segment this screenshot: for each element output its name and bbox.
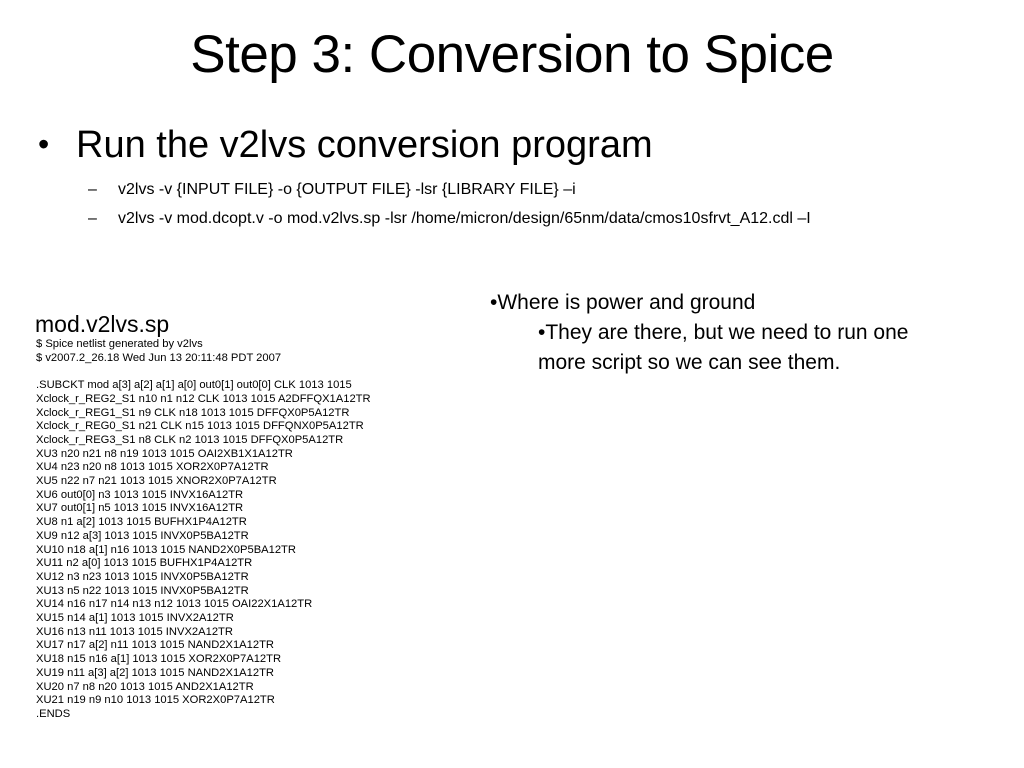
power-ground-question: •Where is power and ground <box>490 291 756 314</box>
netlist-line: .SUBCKT mod a[3] a[2] a[1] a[0] out0[1] out0[0] CLK 1013 1015 <box>36 379 352 392</box>
netlist-line: Xclock_r_REG3_S1 n8 CLK n2 1013 1015 DFFQX0P5A12TR <box>36 433 344 446</box>
sub-bullet <box>88 204 811 233</box>
netlist-line: XU5 n22 n7 n21 1013 1015 XNOR2X0P7A12TR <box>36 475 277 488</box>
main-bullet <box>38 118 653 171</box>
slide-title: Step 3: Conversion to Spice <box>190 25 834 84</box>
power-ground-answer-line: •They are there, but we need to run one <box>538 321 909 344</box>
netlist-line: XU13 n5 n22 1013 1015 INVX0P5BA12TR <box>36 584 249 597</box>
netlist-line: XU12 n3 n23 1013 1015 INVX0P5BA12TR <box>36 570 249 583</box>
netlist-line: XU21 n19 n9 n10 1013 1015 XOR2X0P7A12TR <box>36 694 275 707</box>
sub-bullet-list <box>88 175 811 233</box>
netlist-line: XU14 n16 n17 n14 n13 n12 1013 1015 OAI22X1A12TR <box>36 598 313 611</box>
netlist-title: mod.v2lvs.sp <box>35 311 170 337</box>
netlist-line: XU4 n23 n20 n8 1013 1015 XOR2X0P7A12TR <box>36 461 269 474</box>
netlist-line: XU19 n11 a[3] a[2] 1013 1015 NAND2X1A12TR <box>36 666 274 679</box>
sub-bullet-text: v2lvs -v mod.dcopt.v -o mod.v2lvs.sp -lsr /home/micron/design/65nm/data/cmos10sfrvt_A12.cdl –I <box>118 210 811 227</box>
netlist-line: XU3 n20 n21 n8 n19 1013 1015 OAI2XB1X1A12TR <box>36 447 293 460</box>
dash-icon: – <box>88 181 97 198</box>
netlist-line: Xclock_r_REG0_S1 n21 CLK n15 1013 1015 DFFQNX0P5A12TR <box>36 420 364 433</box>
netlist-listing <box>36 338 371 722</box>
netlist-line: XU15 n14 a[1] 1013 1015 INVX2A12TR <box>36 612 234 625</box>
netlist-line: Xclock_r_REG2_S1 n10 n1 n12 CLK 1013 1015 A2DFFQX1A12TR <box>36 392 371 405</box>
netlist-line: XU16 n13 n11 1013 1015 INVX2A12TR <box>36 625 233 638</box>
main-bullet-text: Run the v2lvs conversion program <box>76 124 653 166</box>
power-ground-answer <box>538 318 908 378</box>
power-ground-answer-line: more script so we can see them. <box>538 351 841 374</box>
netlist-line: .ENDS <box>36 707 71 720</box>
dash-icon: – <box>88 210 97 227</box>
netlist-line: XU6 out0[0] n3 1013 1015 INVX16A12TR <box>36 488 244 501</box>
netlist-line: Xclock_r_REG1_S1 n9 CLK n18 1013 1015 DFFQX0P5A12TR <box>36 406 350 419</box>
netlist-line: XU18 n15 n16 a[1] 1013 1015 XOR2X0P7A12TR <box>36 653 282 666</box>
netlist-line: XU11 n2 a[0] 1013 1015 BUFHX1P4A12TR <box>36 557 253 570</box>
netlist-line: XU9 n12 a[3] 1013 1015 INVX0P5BA12TR <box>36 529 249 542</box>
netlist-line: XU10 n18 a[1] n16 1013 1015 NAND2X0P5BA12TR <box>36 543 296 556</box>
bullet-icon: • <box>38 126 50 162</box>
netlist-line: XU20 n7 n8 n20 1013 1015 AND2X1A12TR <box>36 680 254 693</box>
sub-bullet-text: v2lvs -v {INPUT FILE} -o {OUTPUT FILE} -lsr {LIBRARY FILE} –i <box>118 181 576 198</box>
netlist-line: XU7 out0[1] n5 1013 1015 INVX16A12TR <box>36 502 244 515</box>
netlist-line: XU8 n1 a[2] 1013 1015 BUFHX1P4A12TR <box>36 516 247 529</box>
blank-line <box>36 365 371 379</box>
sub-bullet <box>88 175 811 204</box>
netlist-header-line: $ v2007.2_26.18 Wed Jun 13 20:11:48 PDT 2007 <box>36 351 282 364</box>
netlist-header-line: $ Spice netlist generated by v2lvs <box>36 338 203 350</box>
netlist-line: XU17 n17 a[2] n11 1013 1015 NAND2X1A12TR <box>36 639 274 652</box>
